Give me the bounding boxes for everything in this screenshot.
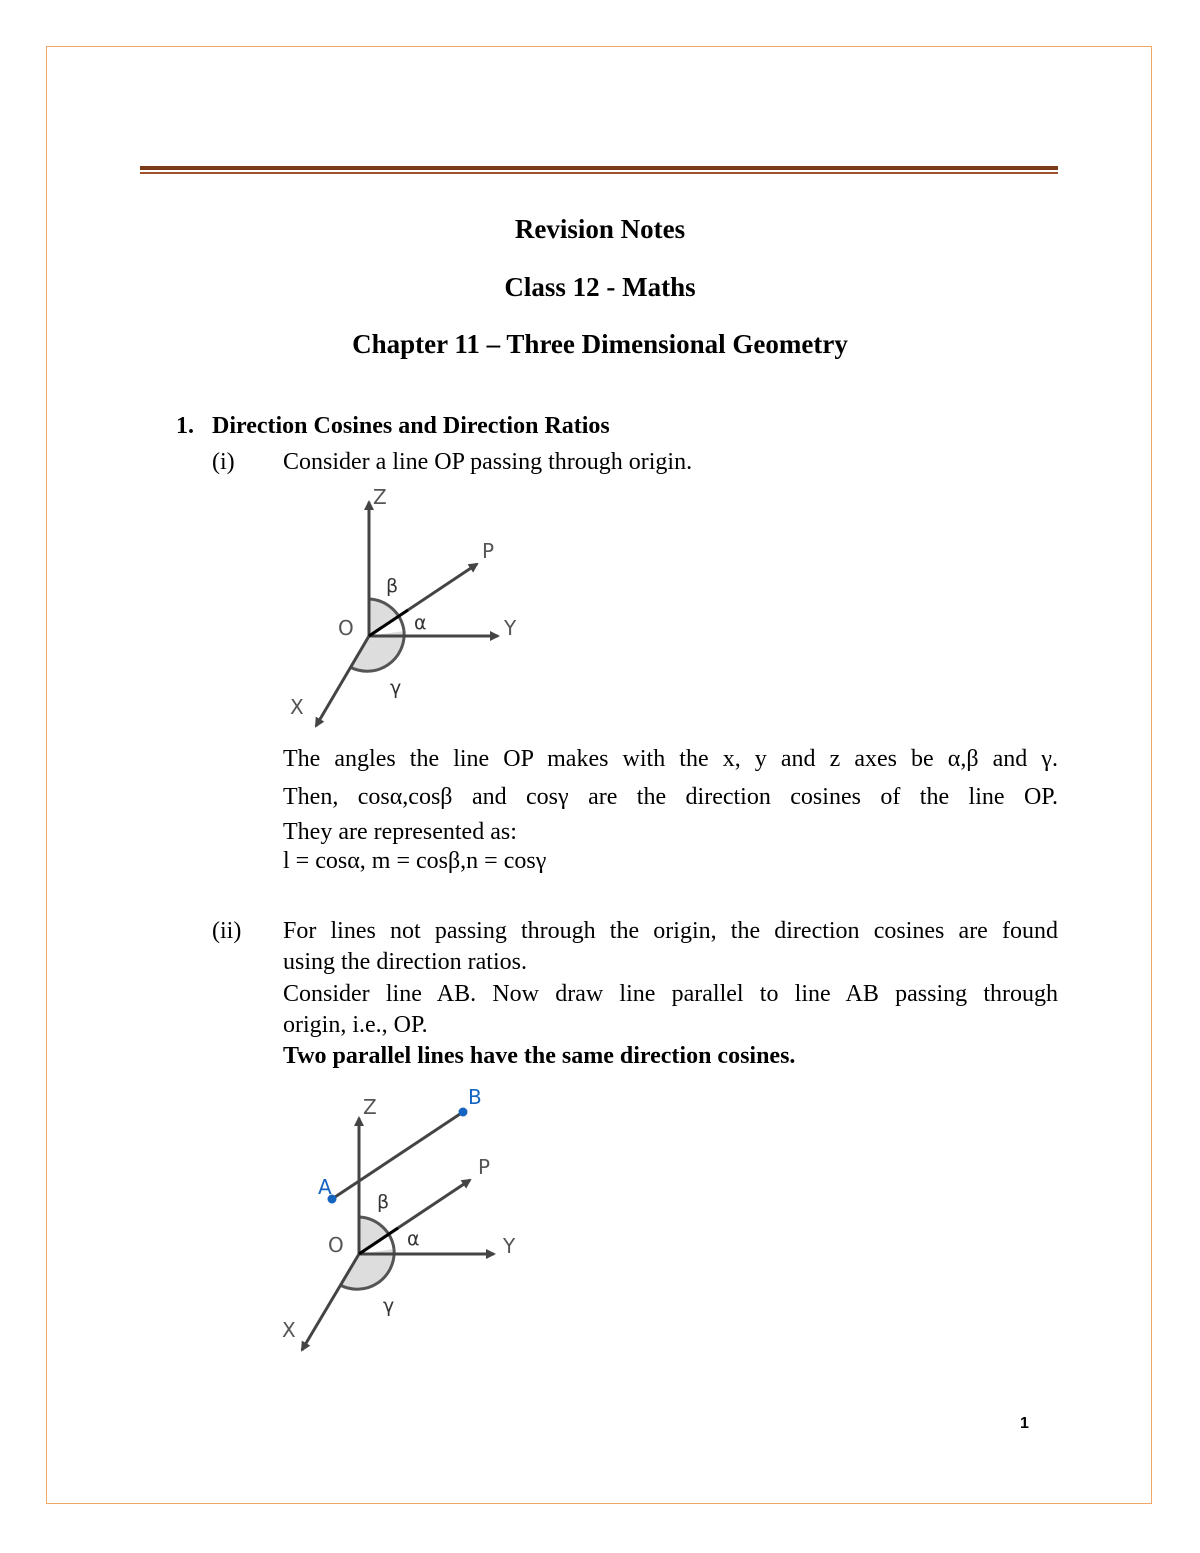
item-ii-line1: For lines not passing through the origin, the direction cosines are found <box>283 918 1058 944</box>
a-point-label: A <box>318 1175 332 1199</box>
header-rule-thin <box>140 172 1058 174</box>
section-number: 1. <box>176 413 194 439</box>
b-point-label: B <box>468 1085 482 1109</box>
angles-paragraph-line1: The angles the line OP makes with the x, y and z axes be α,β and γ. <box>283 746 1058 772</box>
header-rule <box>140 166 1058 170</box>
beta-angle-label: β <box>386 575 399 597</box>
item-marker-i: (i) <box>212 449 235 475</box>
angles-paragraph-line3: They are represented as: <box>283 819 517 845</box>
x-axis-label: X <box>290 695 304 719</box>
y-axis-label-2: Y <box>503 1234 516 1258</box>
point-b-dot <box>459 1108 468 1117</box>
z-axis-label-2: Z <box>363 1095 377 1119</box>
item-ii-line2: using the direction ratios. <box>283 949 527 975</box>
gamma-angle-label: γ <box>390 677 402 699</box>
y-axis-label: Y <box>504 616 517 640</box>
figure-1-svg <box>280 484 540 734</box>
p-point-label-2: P <box>478 1155 491 1179</box>
item-ii-line3: Consider line AB. Now draw line parallel to line AB passing through <box>283 981 1058 1007</box>
chapter-title: Chapter 11 – Three Dimensional Geometry <box>352 329 848 359</box>
gamma-angle-label-2: γ <box>383 1295 395 1317</box>
alpha-angle-label: α <box>414 612 427 634</box>
page-title: Revision Notes <box>514 214 686 244</box>
item-ii-line4: origin, i.e., OP. <box>283 1012 428 1038</box>
class-subtitle: Class 12 - Maths <box>504 272 696 302</box>
origin-label-2: O <box>328 1233 344 1257</box>
x-axis-label-2: X <box>282 1318 296 1342</box>
section-title: Direction Cosines and Direction Ratios <box>212 413 610 439</box>
z-axis-label: Z <box>373 485 387 509</box>
page-number: 1 <box>1020 1415 1029 1432</box>
parallel-lines-statement: Two parallel lines have the same direction cosines. <box>283 1043 796 1069</box>
beta-angle-label-2: β <box>377 1191 390 1213</box>
p-point-label: P <box>482 539 495 563</box>
alpha-angle-label-2: α <box>407 1228 420 1250</box>
page-border <box>46 46 1152 1504</box>
angles-paragraph-line2: Then, cosα,cosβ and cosγ are the direction cosines of the line OP. <box>283 784 1058 810</box>
figure-2-svg <box>270 1082 540 1357</box>
item-marker-ii: (ii) <box>212 918 242 944</box>
direction-cosine-formula: l = cosα, m = cosβ,n = cosγ <box>283 848 547 874</box>
origin-label: O <box>338 616 354 640</box>
figure-parallel-lines <box>270 1082 540 1362</box>
item-i-text: Consider a line OP passing through origin. <box>283 449 693 475</box>
figure-direction-angles <box>280 484 540 739</box>
